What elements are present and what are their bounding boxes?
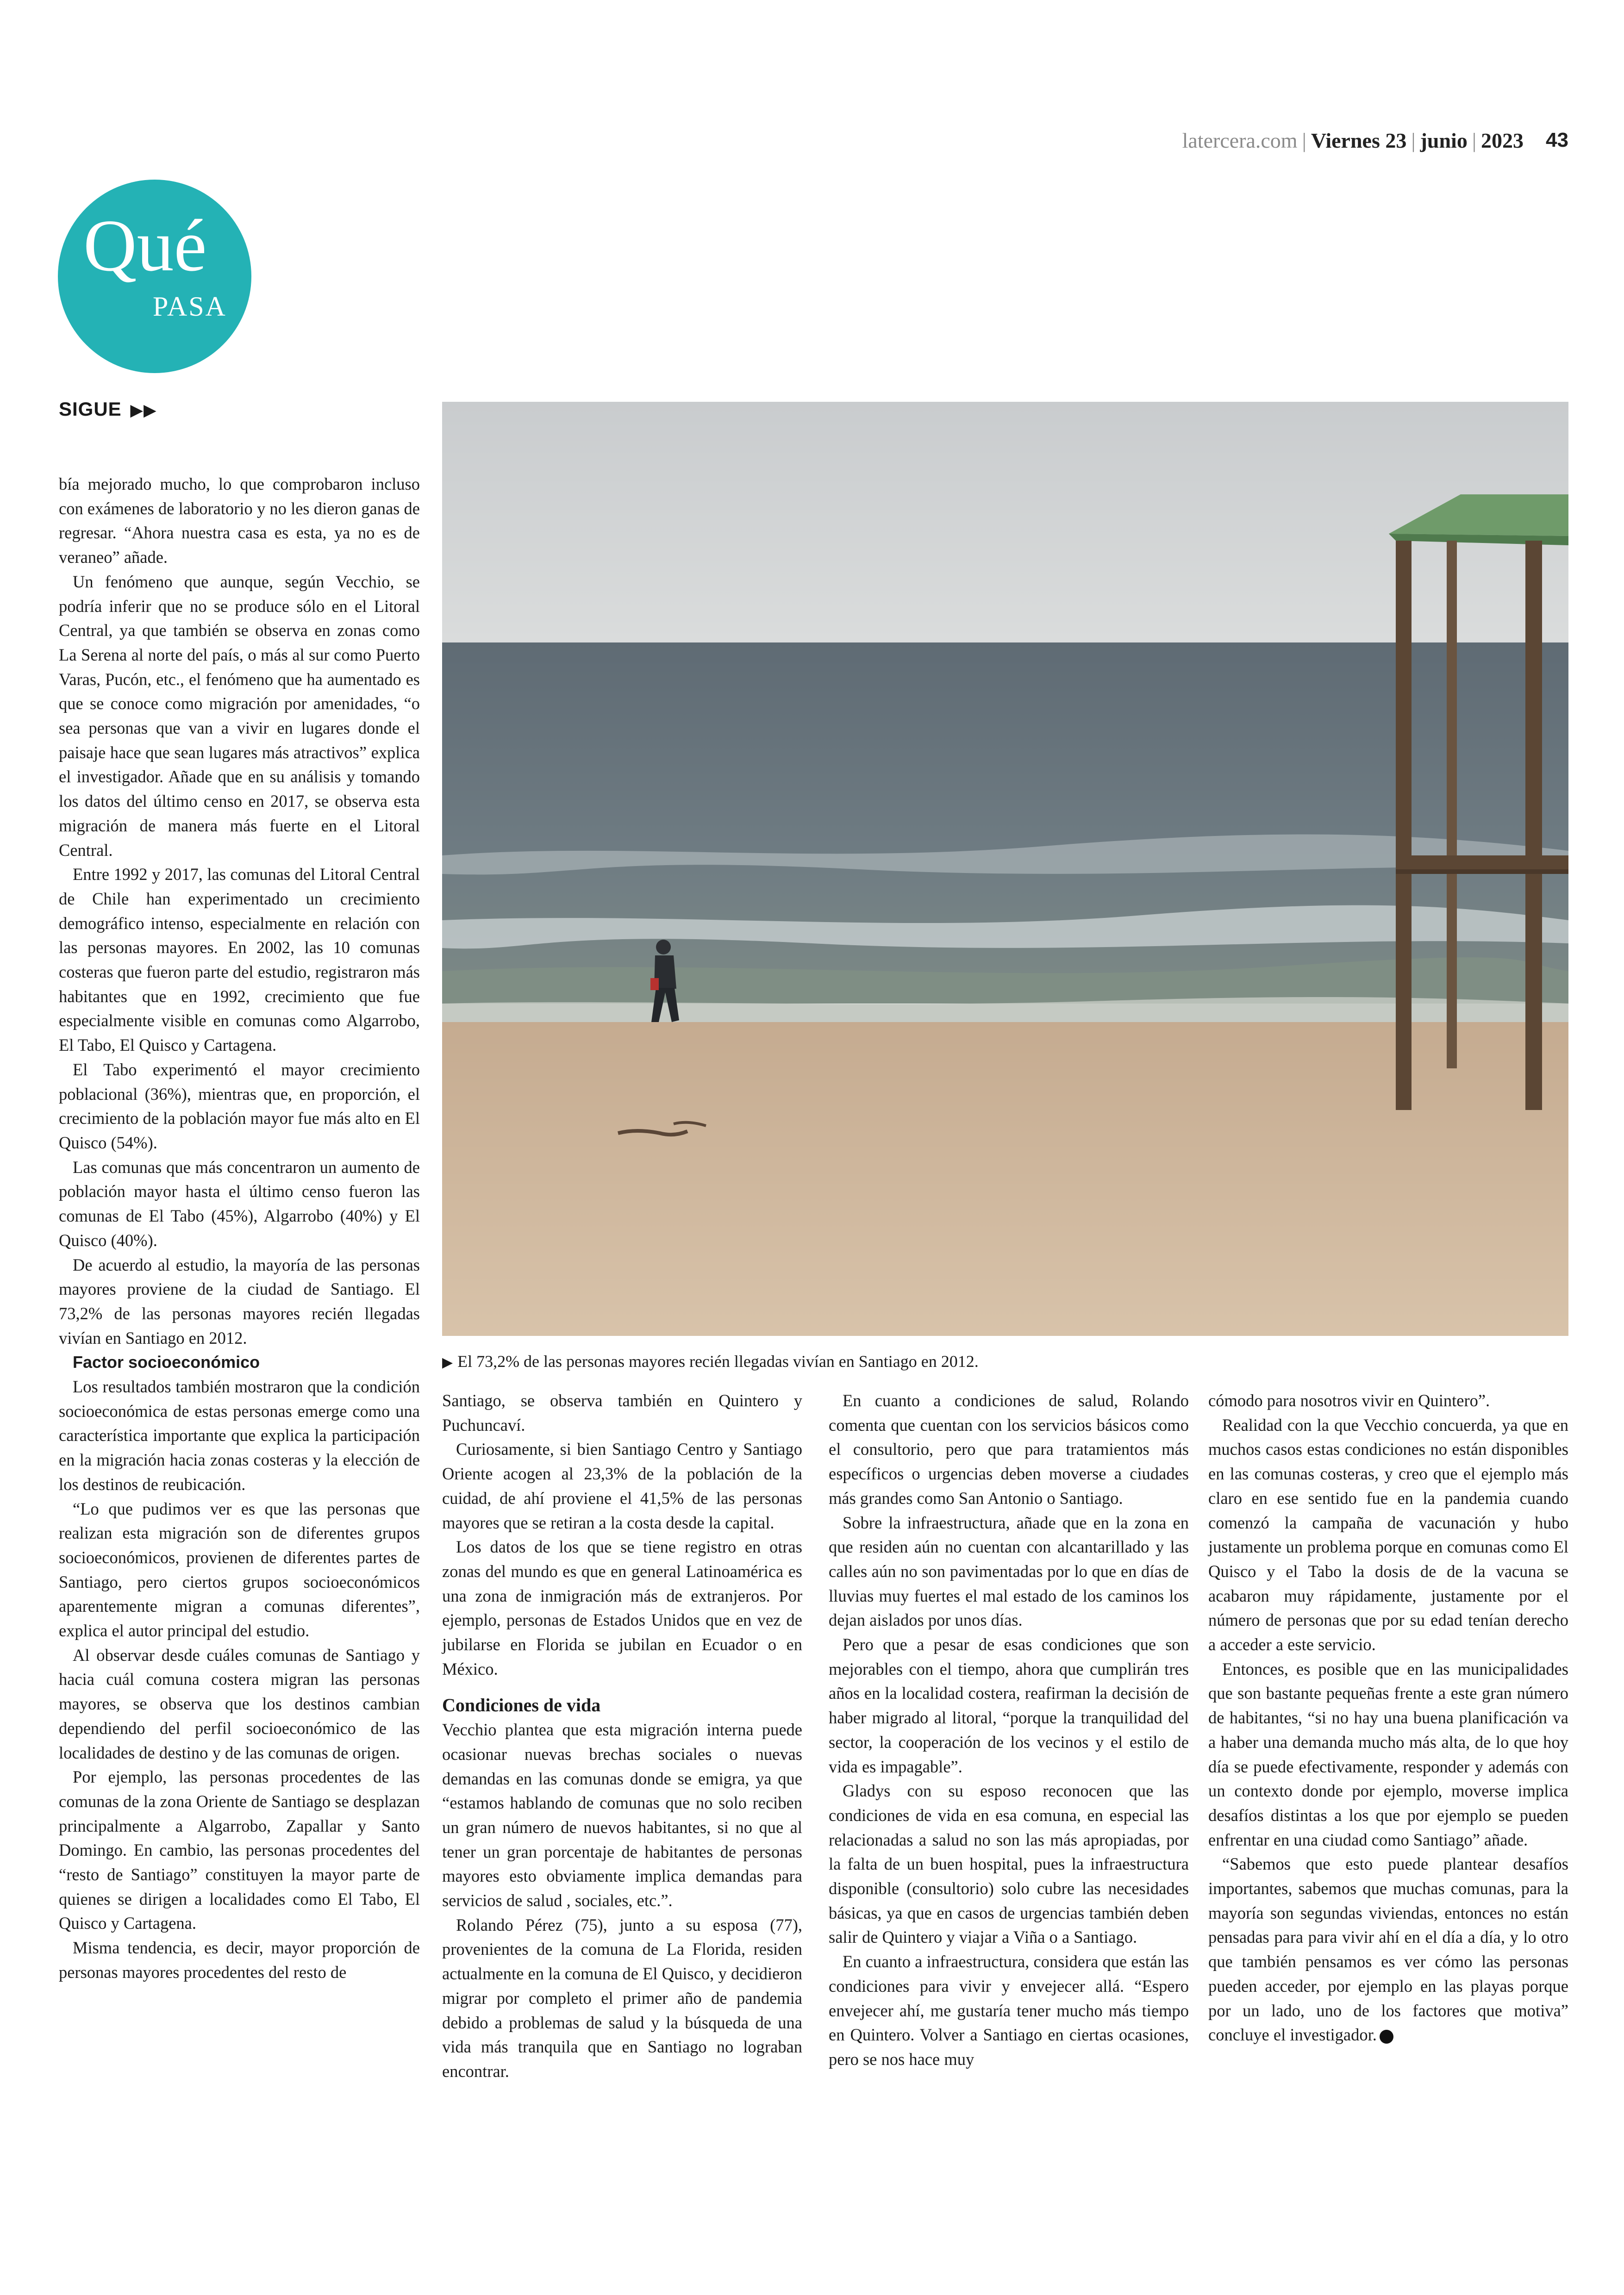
paragraph: Las comunas que más concentraron un aumento de población mayor hasta el último censo fueron las comunas de El Tabo (45%), Algarrobo (40%) y El Quisco (40%). [59,1157,420,1250]
paragraph: Al observar desde cuáles comunas de Santiago y hacia cuál comuna costera migran las personas mayores, se observa que los destinos cambian dependiendo del perfil socioeconómico de las localidades de destino y de las comunas de origen. [59,1645,420,1762]
paragraph: El Tabo experimentó el mayor crecimiento poblacional (36%), mientras que, en proporción, el crecimiento de la población mayor fue más alto en El Quisco (54%). [59,1060,420,1152]
header-separator: | [1302,128,1306,152]
subheading: Condiciones de vida [442,1695,601,1716]
paragraph: Los resultados también mostraron que la condición socioeconómica de estas personas emerge como una característica importante que explica la participación en la migración hacia zonas costeras y la elección de los destinos de reubicación. [59,1377,420,1494]
sigue-label [59,398,157,420]
header-separator: | [1411,128,1416,152]
article-column-1 [59,472,420,1985]
page-number: 43 [1546,129,1568,151]
sigue-text: SIGUE [59,398,122,420]
logo-word-pasa: PASA [153,291,227,322]
header-month: junio [1420,128,1468,152]
end-mark-icon [1380,2030,1393,2044]
subheading: Factor socioeconómico [73,1353,260,1372]
header-separator: | [1472,128,1477,152]
paragraph [1208,1852,1568,2047]
paragraph: “Lo que pudimos ver es que las personas que realizan esta migración son de diferentes grupos socioeconómicos, provienen de diferentes partes de Santiago, pero ciertos grupos socioeconómicos aparentemente migran a comunas diferentes”, explica el autor principal del estudio. [59,1499,420,1640]
paragraph: Entonces, es posible que en las municipalidades que son bastante pequeñas frente a este gran número de habitantes, “si no hay una buena planificación va a haber una demanda mucho más alta, de lo que hoy día se puede efectivamente, responder y además con un contexto donde por ejemplo, moverse implica desafíos distintas a los que por ejemplo se pueden enfrentar en una ciudad como Santiago” añade. [1208,1659,1568,1849]
header-year: 2023 [1481,128,1524,152]
paragraph: Los datos de los que se tiene registro en otras zonas del mundo es que en general Latinoamérica es una zona de inmigración más de extranjeros. Por ejemplo, personas de Estados Unidos que en vez de jubilarse en Florida se jubilan en Ecuador o en México. [442,1537,802,1678]
beach-photo-illustration [442,402,1568,1336]
paragraph: Un fenómeno que aunque, según Vecchio, se podría inferir que no se produce sólo en el Litoral Central, ya que también se observa en zonas como La Serena al norte del país, o más al sur como Puerto Varas, Pucón, etc., el fenómeno que ha aumentado es que se conoce como migración por amenidades, “o sea personas que van a vivir en lugares donde el paisaje hace que sean lugares más atractivos” explica el investigador. Añade que en su análisis y tomando los datos del último censo en 2017, se observa esta migración de manera más fuerte en el Litoral Central. [59,572,420,860]
paragraph: Gladys con su esposo reconocen que las condiciones de vida en esa comuna, en especial las relacionadas a salud no son las más apropiadas, por la falta de un buen hospital, pues la infraestructura disponible (consultorio) solo cubre las necesidades básicas, ya que en casos de urgencias también deben salir de Quintero y viajar a Viña o a Santiago. [829,1781,1189,1947]
paragraph: Santiago, se observa también en Quintero y Puchuncaví. [442,1391,802,1434]
paragraph: De acuerdo al estudio, la mayoría de las personas mayores proviene de la ciudad de Santiago. El 73,2% de las personas mayores recién llegadas vivían en Santiago en 2012. [59,1255,420,1347]
paragraph: Rolando Pérez (75), junto a su esposa (77), provenientes de la comuna de La Florida, residen actualmente en la comuna de El Quisco, y decidieron migrar por completo el primer año de pandemia debido a problemas de salud y la búsqueda de una vida más tranquila que en Santiago no lograban encontrar. [442,1915,802,2081]
article-column-3 [829,1389,1189,2072]
paragraph: Pero que a pesar de esas condiciones que son mejorables con el tiempo, ahora que cumplirán tres años en la localidad costera, reafirman la decisión de haber migrado al litoral, “porque la tranquilidad del sector, la cooperación de los vecinos y el estilo de vida es impagable”. [829,1635,1189,1776]
paragraph: Vecchio plantea que esta migración interna puede ocasionar nuevas brechas sociales o nuevas demandas en las comunas donde se emigra, ya que “estamos hablando de comunas que no solo reciben un gran número de nuevos habitantes, si no que al tener un gran porcentaje de habitantes de personas mayores esto obviamente implica demandas para servicios de salud , sociales, etc.”. [442,1720,802,1910]
site-name[interactable]: latercera.com [1182,128,1298,152]
article-column-4 [1208,1389,1568,2047]
caption-text: El 73,2% de las personas mayores recién llegadas vivían en Santiago en 2012. [457,1352,979,1371]
caption-arrow-icon: ▶ [442,1355,453,1370]
beach-photo [442,402,1568,1336]
closing-paragraph-text: “Sabemos que esto puede plantear desafíos importantes, sabemos que muchas comunas, para la mayoría son segundas viviendas, entonces no están pensadas para para vivir ahí en el día a día, y lo otro que también pensamos es ver cómo las personas pueden acceder, por ejemplo en las playas porque por un lado, uno de los factores que motiva” concluye el investigador. [1208,1854,1568,2045]
paragraph: Por ejemplo, las personas procedentes de las comunas de la zona Oriente de Santiago se desplazan principalmente a Algarrobo, Zapallar y Santo Domingo. En cambio, las personas procedentes del “resto de Santiago” constituyen la mayor parte de quienes se dirigen a localidades como El Tabo, El Quisco y Cartagena. [59,1767,420,1933]
paragraph: Realidad con la que Vecchio concuerda, ya que en muchos casos estas condiciones no están disponibles en las comunas costeras, y creo que el ejemplo más claro en ese sentido fue en la pandemia cuando comenzó la campaña de vacunación y hubo justamente un problema porque en comunas como El Quisco y el Tabo la dosis de de la vacuna se acabaron muy rápidamente, justamente por el número de personas que por su edad tenían derecho a acceder a este servicio. [1208,1415,1568,1654]
paragraph: Curiosamente, si bien Santiago Centro y Santiago Oriente acogen al 23,3% de la población de la cuidad, de ahí proviene el 41,5% de las personas mayores que se retiran a la costa desde la capital. [442,1440,802,1532]
double-arrow-icon: ▶▶ [130,400,157,419]
logo-word-que: Qué [83,204,207,287]
paragraph: cómodo para nosotros vivir en Quintero”. [1208,1391,1490,1410]
paragraph: Sobre la infraestructura, añade que en la zona en que residen aún no cuentan con alcantarillado y las calles aún no son pavimentadas por lo que en días de lluvias muy fuertes el mal estado de los caminos los dejan aislados por unos días. [829,1513,1189,1630]
article-column-2 [442,1389,802,2084]
paragraph: Misma tendencia, es decir, mayor proporción de personas mayores procedentes del resto de [59,1938,420,1982]
paragraph: En cuanto a infraestructura, considera que están las condiciones para vivir y envejecer allá. “Espero envejecer ahí, me gustaría tener mucho más tiempo en Quintero. Volver a Santiago en ciertas ocasiones, pero se nos hace muy [829,1952,1189,2069]
header-date-day: Viernes 23 [1311,128,1407,152]
photo-caption [442,1352,1568,1371]
paragraph: bía mejorado mucho, lo que comprobaron incluso con exámenes de laboratorio y no les dieron ganas de regresar. “Ahora nuestra casa es esta, ya no es de veraneo” añade. [59,474,420,567]
que-pasa-logo [58,180,251,373]
paragraph: Entre 1992 y 2017, las comunas del Litoral Central de Chile han experimentado un crecimiento demográfico intenso, especialmente en relación con las personas mayores. En 2002, las 10 comunas costeras que fueron parte del estudio, registraron más habitantes que en 1992, crecimiento que fue especialmente visible en comunas como Algarrobo, El Tabo, El Quisco y Cartagena. [59,865,420,1055]
paragraph: En cuanto a condiciones de salud, Rolando comenta que cuentan con los servicios básicos como el consultorio, pero que para tratamientos más específicos o urgencias deben moverse a ciudades más grandes como San Antonio o Santiago. [829,1391,1189,1508]
page-header [1182,124,1568,156]
